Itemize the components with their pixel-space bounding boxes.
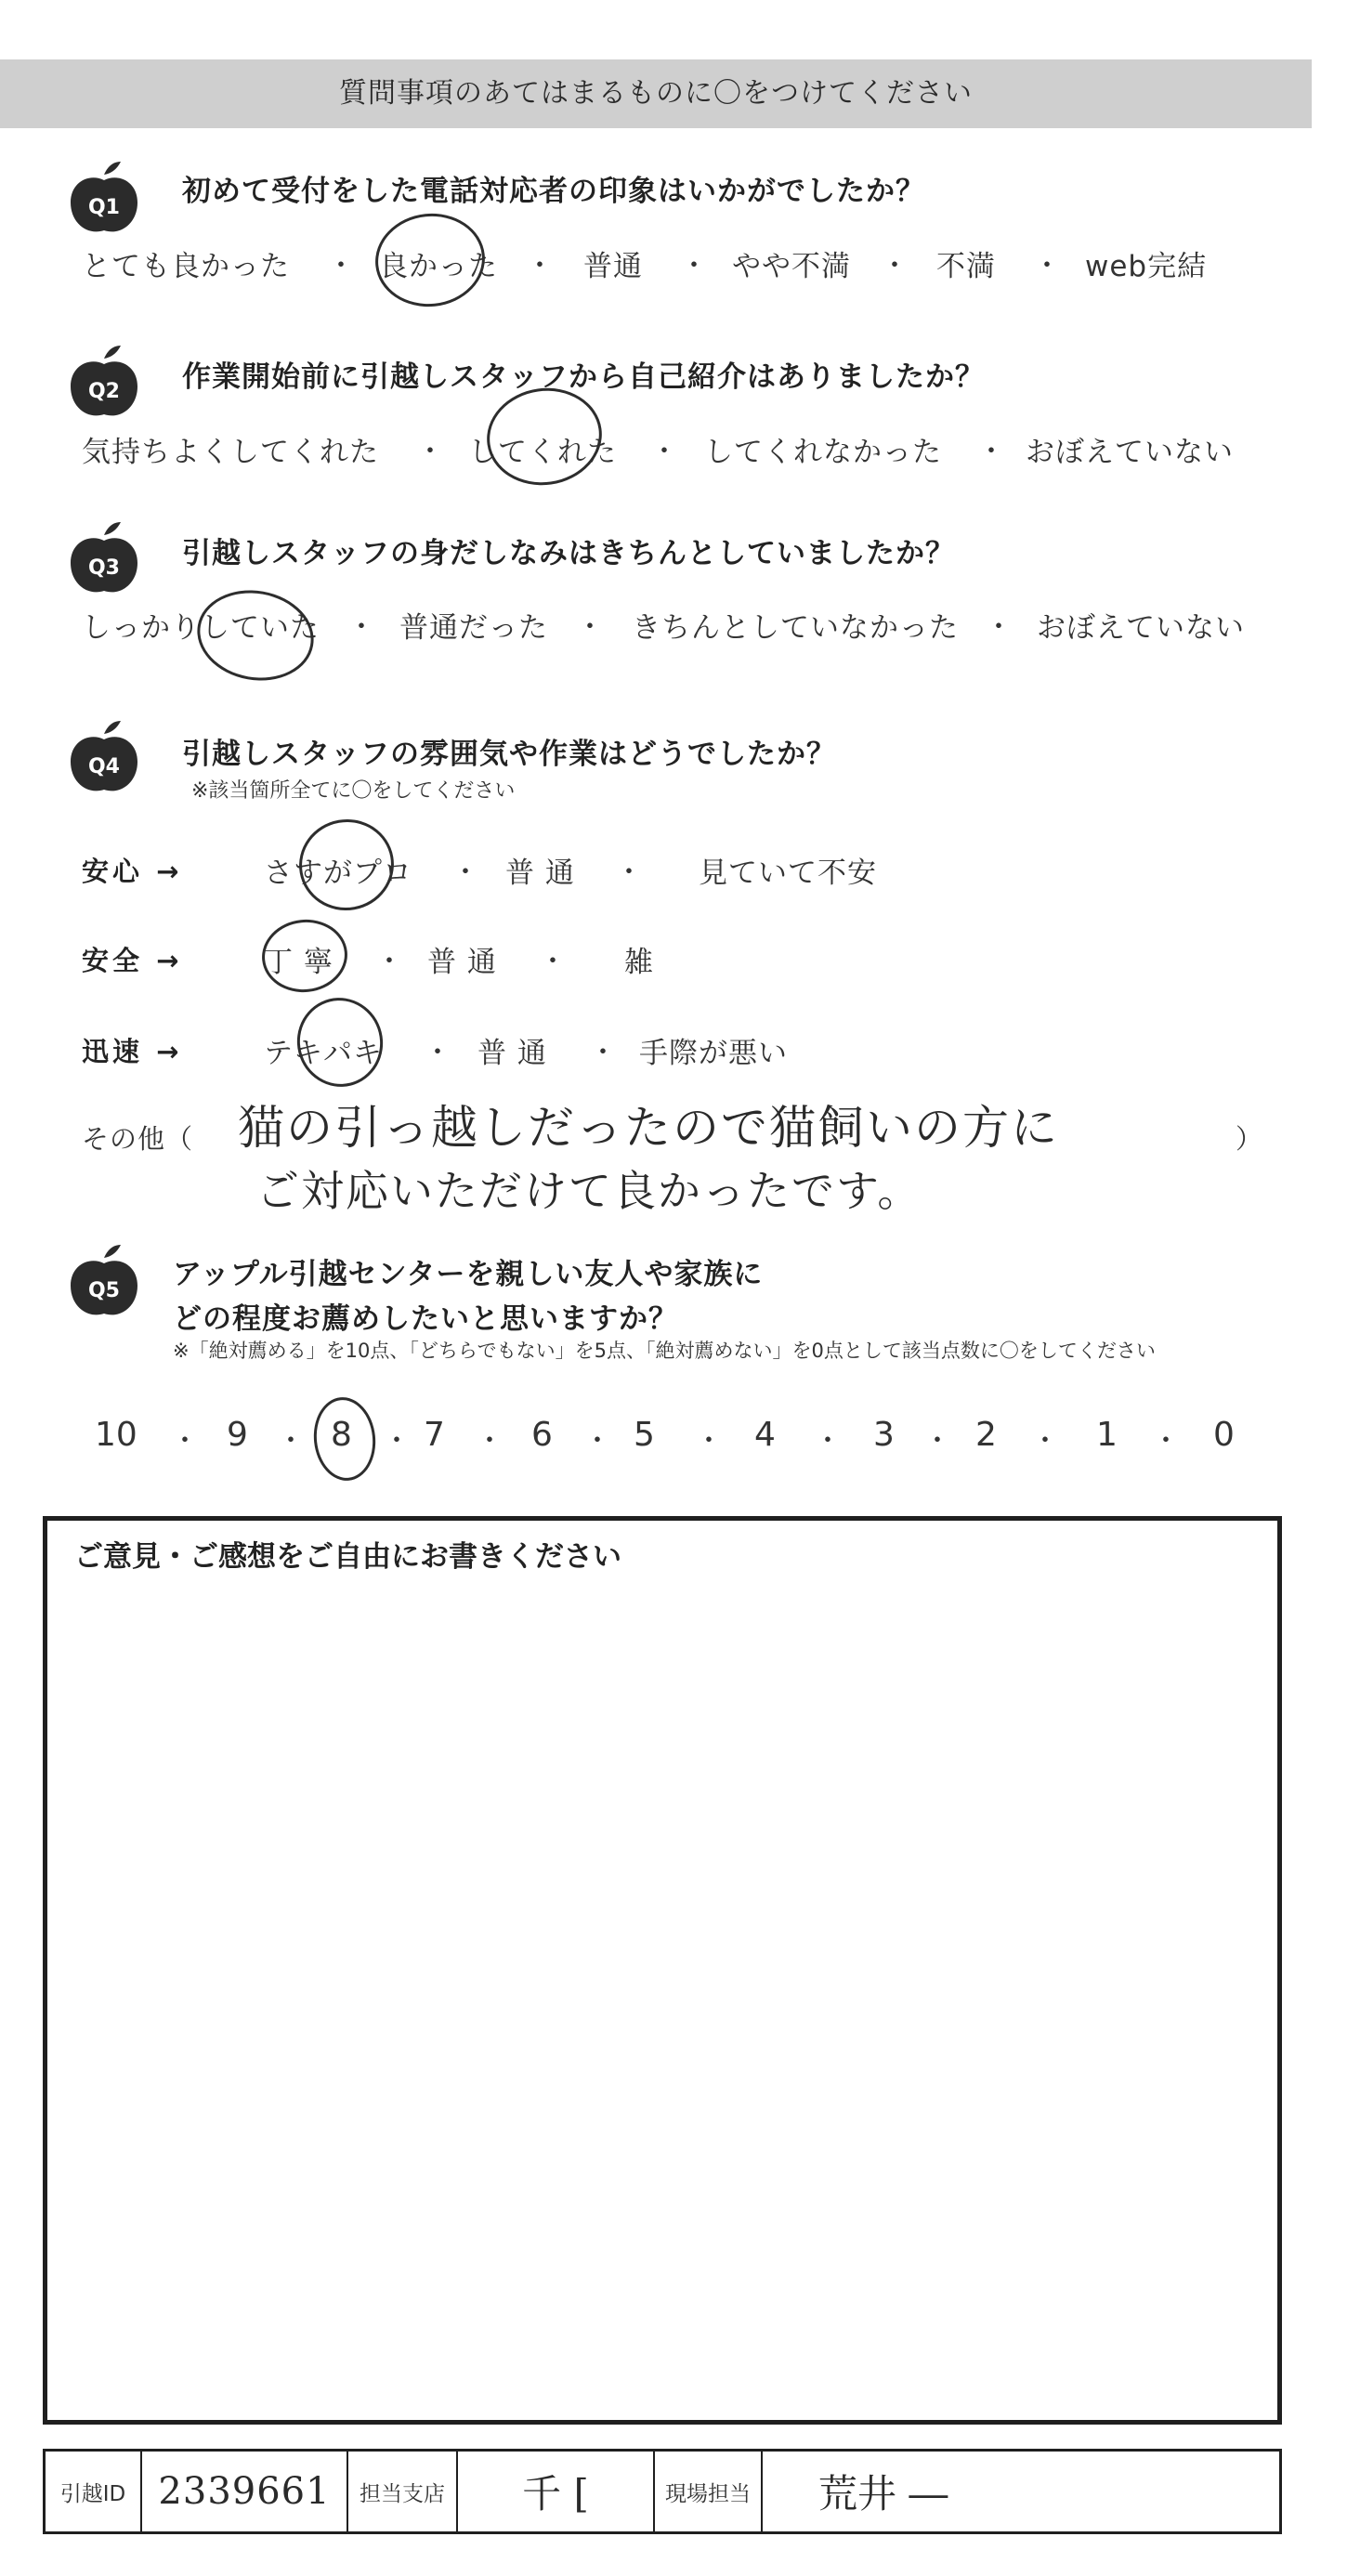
hand-circle-q2 [480, 381, 608, 492]
hand-circle-q5 [309, 1394, 379, 1484]
q5-score-option[interactable]: 10 [95, 1416, 137, 1454]
q2-option-selected[interactable]: してくれた [468, 436, 617, 469]
staff-value-cell [763, 2452, 1279, 2531]
q5-score-option-selected[interactable]: 8 [331, 1416, 352, 1454]
move-id-value: 2339661 [158, 2470, 331, 2513]
q5-question-line1: アップル引越センターを親しい友人や家族に [173, 1258, 764, 1291]
separator-dot: ・ [375, 946, 403, 978]
branch-value: 千 [ [522, 2471, 589, 2517]
separator-dot: ・ [416, 436, 444, 468]
comments-title: ご意見・ご感想をご自由にお書きください [74, 1540, 621, 1574]
q4-badge-text: Q4 [87, 755, 121, 778]
q4-jinsoku-option[interactable]: 普 通 [477, 1037, 547, 1070]
q5-note: ※「絶対薦める」を10点、「どちらでもない」を5点、「絶対薦めない」を0点として該当点数に〇をしてください [173, 1340, 1156, 1362]
separator-dot: ・ [881, 250, 909, 282]
q4-anzen-option-selected[interactable]: 丁 寧 [264, 946, 333, 979]
separator-dot: ・ [1152, 1425, 1180, 1458]
q5-score-option[interactable]: 1 [1096, 1416, 1118, 1454]
branch-label: 担当支店 [348, 2452, 458, 2531]
separator-dot: ・ [977, 436, 1005, 468]
q3-question: 引越しスタッフの身だしなみはきちんとしていましたか？ [182, 537, 955, 570]
staff-value: 荒井 ― [818, 2471, 948, 2517]
q4-other-close: ） [1236, 1123, 1264, 1155]
move-id-label: 引越ID [46, 2452, 142, 2531]
q4-note: ※該当箇所全てに〇をしてください [191, 779, 516, 803]
q3-badge-text: Q3 [87, 556, 121, 580]
hand-circle-q1 [371, 208, 490, 312]
q5-score-option[interactable]: 4 [754, 1416, 776, 1454]
q4-row-label-jinsoku: 迅速 → [82, 1036, 183, 1067]
q2-badge-text: Q2 [87, 380, 121, 403]
q1-badge-text: Q1 [87, 196, 121, 219]
q5-score-option[interactable]: 0 [1213, 1416, 1235, 1454]
apple-badge-q4-icon [61, 715, 147, 801]
move-id-value-cell [142, 2452, 348, 2531]
q4-anzen-option[interactable]: 雑 [624, 946, 654, 979]
separator-dot: ・ [650, 436, 678, 468]
q4-other-label: その他（ [82, 1123, 194, 1155]
q4-anzen-option[interactable]: 普 通 [427, 946, 497, 979]
q4-jinsoku-option-selected[interactable]: テキパキ [264, 1037, 383, 1070]
q4-other-handwriting-line2: ご対応いただけて良かったです。 [256, 1166, 922, 1216]
separator-dot: ・ [451, 856, 479, 889]
separator-dot: ・ [576, 611, 604, 644]
q2-question: 作業開始前に引越しスタッフから自己紹介はありましたか？ [182, 360, 985, 394]
apple-badge-q3-icon [61, 517, 147, 602]
q3-option[interactable]: きちんとしていなかった [632, 611, 959, 645]
separator-dot: ・ [526, 250, 554, 282]
q4-anshin-option-selected[interactable]: さすがプロ [264, 856, 412, 890]
separator-dot: ・ [327, 250, 355, 282]
separator-dot: ・ [695, 1425, 723, 1458]
hand-circle-q3 [190, 582, 321, 689]
q5-badge-text: Q5 [87, 1279, 121, 1302]
q1-option-selected[interactable]: 良かった [379, 250, 498, 283]
separator-dot: ・ [680, 250, 708, 282]
q2-option[interactable]: してくれなかった [704, 436, 942, 469]
staff-label: 現場担当 [655, 2452, 763, 2531]
apple-badge-q5-icon [61, 1239, 147, 1325]
q5-score-option[interactable]: 2 [975, 1416, 997, 1454]
separator-dot: ・ [424, 1037, 451, 1069]
separator-dot: ・ [1031, 1425, 1059, 1458]
separator-dot: ・ [583, 1425, 611, 1458]
footer-table [43, 2449, 1282, 2534]
hand-circle-q4-jinsoku [288, 988, 392, 1095]
apple-badge-q1-icon [61, 156, 147, 242]
separator-dot: ・ [589, 1037, 617, 1069]
separator-dot: ・ [985, 611, 1013, 644]
q4-anshin-option[interactable]: 見ていて不安 [699, 856, 877, 890]
comments-box[interactable] [43, 1516, 1282, 2425]
q3-option-selected[interactable]: しっかりしていた [82, 611, 320, 645]
q5-question-line2: どの程度お薦めしたいと思いますか？ [173, 1302, 678, 1336]
separator-dot: ・ [814, 1425, 842, 1458]
q4-jinsoku-option[interactable]: 手際が悪い [639, 1037, 788, 1070]
separator-dot: ・ [347, 611, 375, 644]
q2-option[interactable]: おぼえていない [1026, 436, 1234, 469]
hand-circle-q4-anshin [292, 812, 400, 918]
q4-other-handwriting-line1: 猫の引っ越しだったので猫飼いの方に [238, 1101, 1059, 1155]
separator-dot: ・ [539, 946, 567, 978]
separator-dot: ・ [277, 1425, 305, 1458]
q5-score-option[interactable]: 3 [873, 1416, 895, 1454]
q4-anshin-option[interactable]: 普 通 [505, 856, 575, 890]
branch-value-cell [458, 2452, 655, 2531]
q1-question: 初めて受付をした電話対応者の印象はいかがでしたか？ [182, 175, 925, 208]
separator-dot: ・ [615, 856, 643, 889]
separator-dot: ・ [1033, 250, 1061, 282]
q1-option[interactable]: web完結 [1085, 250, 1208, 283]
q3-option[interactable]: 普通だった [399, 611, 548, 645]
separator-dot: ・ [383, 1425, 411, 1458]
q1-option[interactable]: 普通 [583, 250, 643, 283]
q1-option[interactable]: とても良かった [82, 250, 290, 283]
separator-dot: ・ [923, 1425, 951, 1458]
separator-dot: ・ [171, 1425, 199, 1458]
q4-row-label-anshin: 安心 → [82, 856, 183, 887]
q5-score-option[interactable]: 6 [531, 1416, 553, 1454]
q1-option[interactable]: 不満 [936, 250, 996, 283]
q5-score-option[interactable]: 5 [634, 1416, 655, 1454]
separator-dot: ・ [476, 1425, 503, 1458]
apple-badge-q2-icon [61, 340, 147, 425]
q2-option[interactable]: 気持ちよくしてくれた [82, 436, 379, 469]
q3-option[interactable]: おぼえていない [1037, 611, 1245, 645]
q5-score-option[interactable]: 7 [424, 1416, 445, 1454]
q4-question: 引越しスタッフの雰囲気や作業はどうでしたか？ [182, 738, 836, 771]
header-title: 質問事項のあてはまるものに〇をつけてください [339, 77, 973, 110]
hand-circle-q4-anzen [258, 915, 351, 996]
q5-score-option[interactable]: 9 [227, 1416, 248, 1454]
q4-row-label-anzen: 安全 → [82, 945, 183, 976]
q1-option[interactable]: やや不満 [732, 250, 851, 283]
